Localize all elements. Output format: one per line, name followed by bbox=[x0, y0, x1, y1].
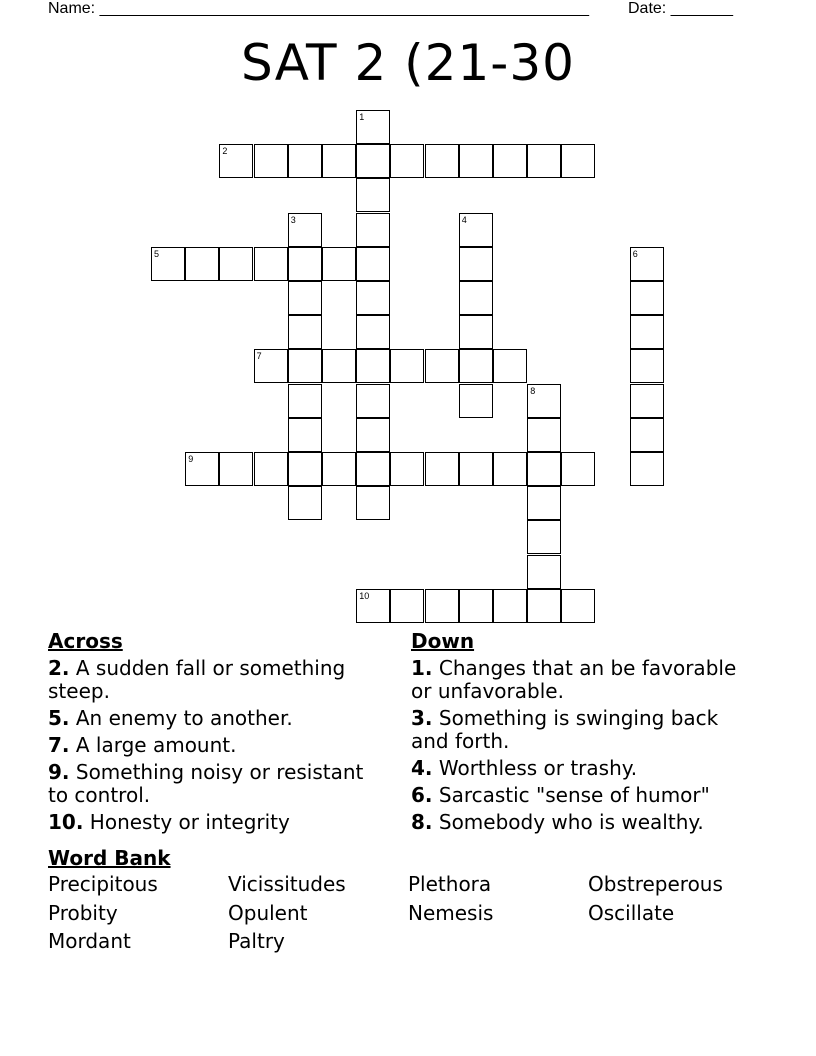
clue-down-3 bbox=[411, 707, 761, 753]
grid-cell[interactable] bbox=[356, 589, 390, 623]
cell-number: 7 bbox=[256, 351, 262, 362]
cell-number: 1 bbox=[359, 112, 365, 122]
grid-cell[interactable] bbox=[356, 178, 390, 212]
cell-number: 2 bbox=[222, 146, 228, 157]
grid-cell[interactable] bbox=[630, 349, 664, 383]
clue-down-6 bbox=[411, 784, 761, 807]
grid-cell[interactable] bbox=[390, 589, 424, 623]
clue-number: 10. bbox=[48, 810, 84, 834]
word-bank-item: Probity bbox=[48, 900, 118, 925]
grid-cell[interactable] bbox=[185, 452, 219, 486]
grid-cell[interactable] bbox=[254, 349, 288, 383]
grid-cell[interactable] bbox=[219, 144, 253, 178]
clue-text: Something is swinging back and forth. bbox=[411, 706, 719, 753]
grid-cell[interactable] bbox=[254, 452, 288, 486]
grid-cell[interactable] bbox=[527, 555, 561, 589]
cell-number: 4 bbox=[461, 214, 467, 225]
clue-across-5 bbox=[48, 707, 388, 730]
word-bank-item: Nemesis bbox=[408, 900, 494, 925]
word-bank-heading: Word Bank bbox=[48, 846, 171, 870]
grid-cell[interactable] bbox=[561, 589, 595, 623]
grid-cell[interactable] bbox=[425, 452, 459, 486]
date-field-label: Date: _______ bbox=[628, 0, 733, 17]
grid-cell[interactable] bbox=[630, 452, 664, 486]
down-heading: Down bbox=[411, 629, 475, 653]
word-bank-list bbox=[48, 870, 768, 956]
across-heading: Across bbox=[48, 629, 123, 653]
grid-cell[interactable] bbox=[493, 144, 527, 178]
grid-cell[interactable] bbox=[459, 452, 493, 486]
grid-cell[interactable] bbox=[356, 213, 390, 247]
clue-text: Changes that an be favorable or unfavorable. bbox=[411, 656, 737, 703]
clue-down-4 bbox=[411, 757, 761, 780]
grid-cell[interactable] bbox=[425, 349, 459, 383]
grid-cell[interactable] bbox=[459, 144, 493, 178]
grid-cell[interactable] bbox=[630, 281, 664, 315]
grid-cell[interactable] bbox=[356, 110, 390, 144]
page-title: SAT 2 (21-30 bbox=[241, 34, 575, 92]
clue-text: Sarcastic "sense of humor" bbox=[432, 783, 710, 807]
grid-cell[interactable] bbox=[459, 315, 493, 349]
grid-cell[interactable] bbox=[322, 144, 356, 178]
grid-cell[interactable] bbox=[527, 486, 561, 520]
word-bank-item: Precipitous bbox=[48, 872, 158, 896]
clue-across-2 bbox=[48, 657, 388, 703]
word-bank-item: Opulent bbox=[228, 900, 308, 925]
clue-text: Honesty or integrity bbox=[83, 810, 290, 834]
grid-cell[interactable] bbox=[459, 213, 493, 247]
grid-cell[interactable] bbox=[459, 589, 493, 623]
grid-cell[interactable] bbox=[322, 452, 356, 486]
grid-cell[interactable] bbox=[288, 349, 322, 383]
clue-number: 6. bbox=[411, 783, 433, 807]
cell-number: 3 bbox=[290, 214, 296, 225]
grid-cell[interactable] bbox=[561, 452, 595, 486]
grid-cell[interactable] bbox=[630, 315, 664, 349]
clue-number: 8. bbox=[411, 810, 433, 834]
grid-cell[interactable] bbox=[356, 452, 390, 486]
grid-cell[interactable] bbox=[356, 281, 390, 315]
clue-number: 4. bbox=[411, 756, 433, 780]
grid-cell[interactable] bbox=[425, 144, 459, 178]
grid-cell[interactable] bbox=[219, 247, 253, 281]
grid-cell[interactable] bbox=[390, 452, 424, 486]
grid-cell[interactable] bbox=[288, 213, 322, 247]
clue-text: A large amount. bbox=[69, 733, 237, 757]
grid-cell[interactable] bbox=[561, 144, 595, 178]
cell-number: 8 bbox=[530, 385, 536, 396]
grid-cell[interactable] bbox=[356, 384, 390, 418]
grid-cell[interactable] bbox=[527, 418, 561, 452]
grid-cell[interactable] bbox=[356, 247, 390, 281]
grid-cell[interactable] bbox=[356, 349, 390, 383]
clue-down-1 bbox=[411, 657, 761, 703]
cell-number: 10 bbox=[359, 590, 370, 601]
word-bank-item: Oscillate bbox=[588, 900, 675, 925]
clue-text: An enemy to another. bbox=[69, 706, 293, 730]
grid-cell[interactable] bbox=[356, 315, 390, 349]
word-bank-item: Paltry bbox=[228, 929, 285, 953]
grid-cell[interactable] bbox=[288, 247, 322, 281]
grid-cell[interactable] bbox=[254, 144, 288, 178]
grid-cell[interactable] bbox=[390, 144, 424, 178]
down-clues bbox=[411, 630, 761, 838]
grid-cell[interactable] bbox=[288, 315, 322, 349]
word-bank-item: Obstreperous bbox=[588, 872, 723, 896]
grid-cell[interactable] bbox=[356, 418, 390, 452]
clue-across-7 bbox=[48, 734, 388, 757]
grid-cell[interactable] bbox=[493, 349, 527, 383]
clue-number: 5. bbox=[48, 706, 70, 730]
grid-cell[interactable] bbox=[459, 281, 493, 315]
grid-cell[interactable] bbox=[527, 589, 561, 623]
grid-cell[interactable] bbox=[288, 144, 322, 178]
cell-number: 5 bbox=[154, 248, 160, 259]
grid-cell[interactable] bbox=[527, 452, 561, 486]
grid-cell[interactable] bbox=[630, 384, 664, 418]
grid-cell[interactable] bbox=[288, 452, 322, 486]
grid-cell[interactable] bbox=[527, 520, 561, 554]
cell-number: 6 bbox=[632, 248, 638, 259]
across-clues bbox=[48, 630, 388, 838]
grid-cell[interactable] bbox=[527, 384, 561, 418]
grid-cell[interactable] bbox=[219, 452, 253, 486]
clue-number: 2. bbox=[48, 656, 70, 680]
clue-text: Worthless or trashy. bbox=[432, 756, 638, 780]
clue-down-8 bbox=[411, 811, 761, 834]
clue-text: A sudden fall or something steep. bbox=[48, 656, 346, 703]
grid-cell[interactable] bbox=[322, 247, 356, 281]
word-bank bbox=[48, 846, 768, 956]
grid-cell[interactable] bbox=[459, 247, 493, 281]
clue-number: 9. bbox=[48, 760, 70, 784]
word-bank-item: Plethora bbox=[408, 872, 492, 896]
grid-cell[interactable] bbox=[254, 247, 288, 281]
grid-cell[interactable] bbox=[356, 486, 390, 520]
cell-number: 9 bbox=[188, 454, 194, 464]
grid-cell[interactable] bbox=[493, 589, 527, 623]
clue-text: Somebody who is wealthy. bbox=[432, 810, 704, 834]
grid-cell[interactable] bbox=[322, 349, 356, 383]
grid-cell[interactable] bbox=[459, 384, 493, 418]
clue-across-10 bbox=[48, 811, 388, 834]
grid-cell[interactable] bbox=[425, 589, 459, 623]
grid-cell[interactable] bbox=[390, 349, 424, 383]
clue-number: 7. bbox=[48, 733, 70, 757]
clue-number: 1. bbox=[411, 656, 433, 680]
grid-cell[interactable] bbox=[356, 144, 390, 178]
grid-cell[interactable] bbox=[288, 384, 322, 418]
grid-cell[interactable] bbox=[527, 144, 561, 178]
clue-across-9 bbox=[48, 761, 388, 807]
grid-cell[interactable] bbox=[630, 418, 664, 452]
word-bank-item: Mordant bbox=[48, 929, 131, 953]
grid-cell[interactable] bbox=[288, 281, 322, 315]
grid-cell[interactable] bbox=[459, 349, 493, 383]
grid-cell[interactable] bbox=[288, 418, 322, 452]
grid-cell[interactable] bbox=[185, 247, 219, 281]
name-field-label: Name: _______________________________________________________ bbox=[48, 0, 589, 17]
grid-cell[interactable] bbox=[630, 247, 664, 281]
clue-text: Something noisy or resistant to control. bbox=[48, 760, 364, 807]
clue-number: 3. bbox=[411, 706, 433, 730]
grid-cell[interactable] bbox=[288, 486, 322, 520]
grid-cell[interactable] bbox=[493, 452, 527, 486]
word-bank-item: Vicissitudes bbox=[228, 872, 346, 896]
grid-cell[interactable] bbox=[151, 247, 185, 281]
